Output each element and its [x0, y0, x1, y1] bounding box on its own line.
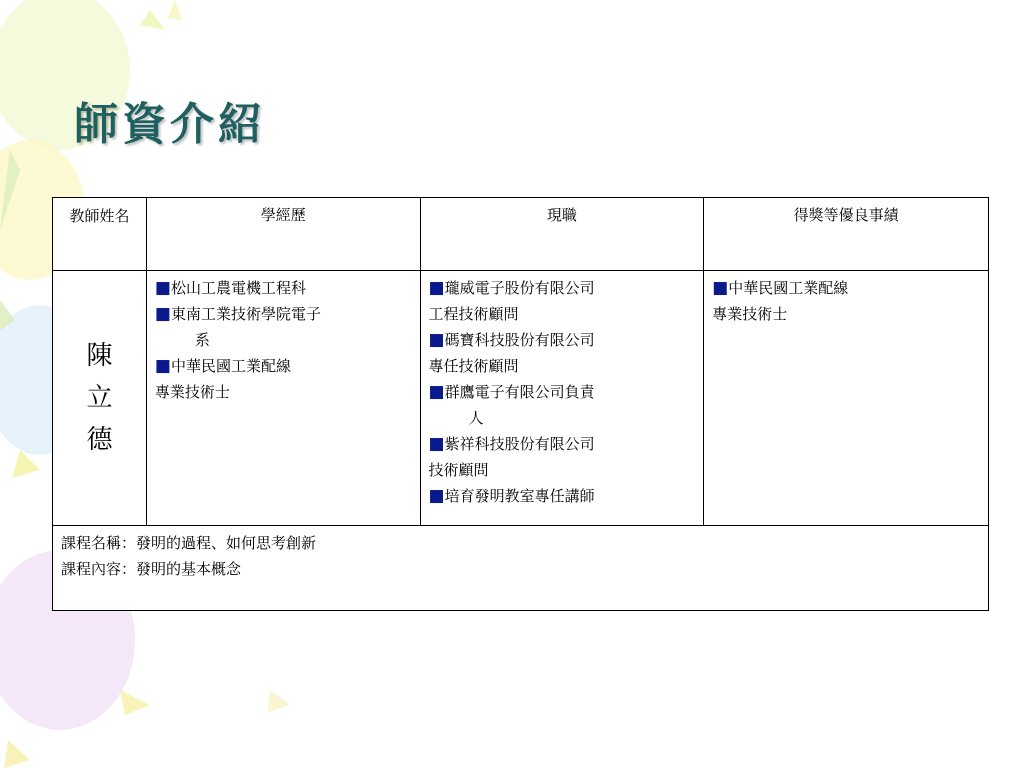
job-text-cont: 技術顧問	[428, 461, 489, 479]
teacher-name-char: 陳	[86, 341, 113, 371]
job-text: 培育發明教室專任講師	[444, 487, 595, 505]
header-awards: 得獎等優良事績	[704, 198, 989, 271]
list-item	[429, 327, 696, 379]
square-bullet-icon: ■	[428, 382, 445, 402]
table-row	[53, 271, 989, 526]
teacher-name-char: 德	[86, 425, 113, 455]
page-title: 師資介紹	[74, 99, 266, 150]
table-header-row	[53, 198, 989, 271]
course-content: 課程內容：發明的基本概念	[61, 560, 242, 578]
list-item	[429, 275, 696, 327]
job-text: 紫祥科技股份有限公司	[444, 435, 595, 453]
list-item	[429, 379, 696, 431]
teacher-info-table	[52, 197, 989, 611]
course-row	[53, 526, 989, 611]
square-bullet-icon: ■	[428, 278, 445, 298]
education-text-cont: 系	[194, 331, 210, 349]
job-text: 碼寶科技股份有限公司	[444, 331, 595, 349]
list-item	[429, 431, 696, 483]
square-bullet-icon: ■	[712, 278, 729, 298]
job-text-cont: 工程技術顧問	[428, 305, 519, 323]
header-education: 學經歷	[146, 198, 420, 271]
header-current-job: 現職	[420, 198, 704, 271]
list-item	[155, 301, 412, 353]
square-bullet-icon: ■	[154, 304, 171, 324]
list-item	[712, 275, 980, 327]
square-bullet-icon: ■	[428, 330, 445, 350]
course-name: 課程名稱：發明的過程、如何思考創新	[61, 534, 317, 552]
teacher-name-cell	[53, 271, 147, 526]
education-text: 中華民國工業配線	[170, 357, 291, 375]
teacher-name-char: 立	[86, 383, 113, 413]
job-text: 瓏威電子股份有限公司	[444, 279, 595, 297]
current-job-cell	[420, 271, 704, 526]
square-bullet-icon: ■	[154, 356, 171, 376]
job-text-cont: 專任技術顧問	[428, 357, 519, 375]
education-text: 東南工業技術學院電子	[170, 305, 321, 323]
education-text: 松山工農電機工程科	[170, 279, 306, 297]
awards-cell	[704, 271, 989, 526]
award-text-cont: 專業技術士	[712, 305, 788, 323]
square-bullet-icon: ■	[154, 278, 171, 298]
square-bullet-icon: ■	[428, 434, 445, 454]
job-text: 群鷹電子有限公司負責	[444, 383, 595, 401]
job-text-cont: 人	[468, 409, 484, 427]
list-item	[155, 353, 412, 405]
education-cell	[146, 271, 420, 526]
header-name: 教師姓名	[53, 198, 147, 271]
list-item	[155, 275, 412, 301]
square-bullet-icon: ■	[428, 486, 445, 506]
course-cell	[53, 526, 989, 611]
award-text: 中華民國工業配線	[728, 279, 849, 297]
education-text-cont: 專業技術士	[154, 383, 230, 401]
list-item	[429, 483, 696, 509]
